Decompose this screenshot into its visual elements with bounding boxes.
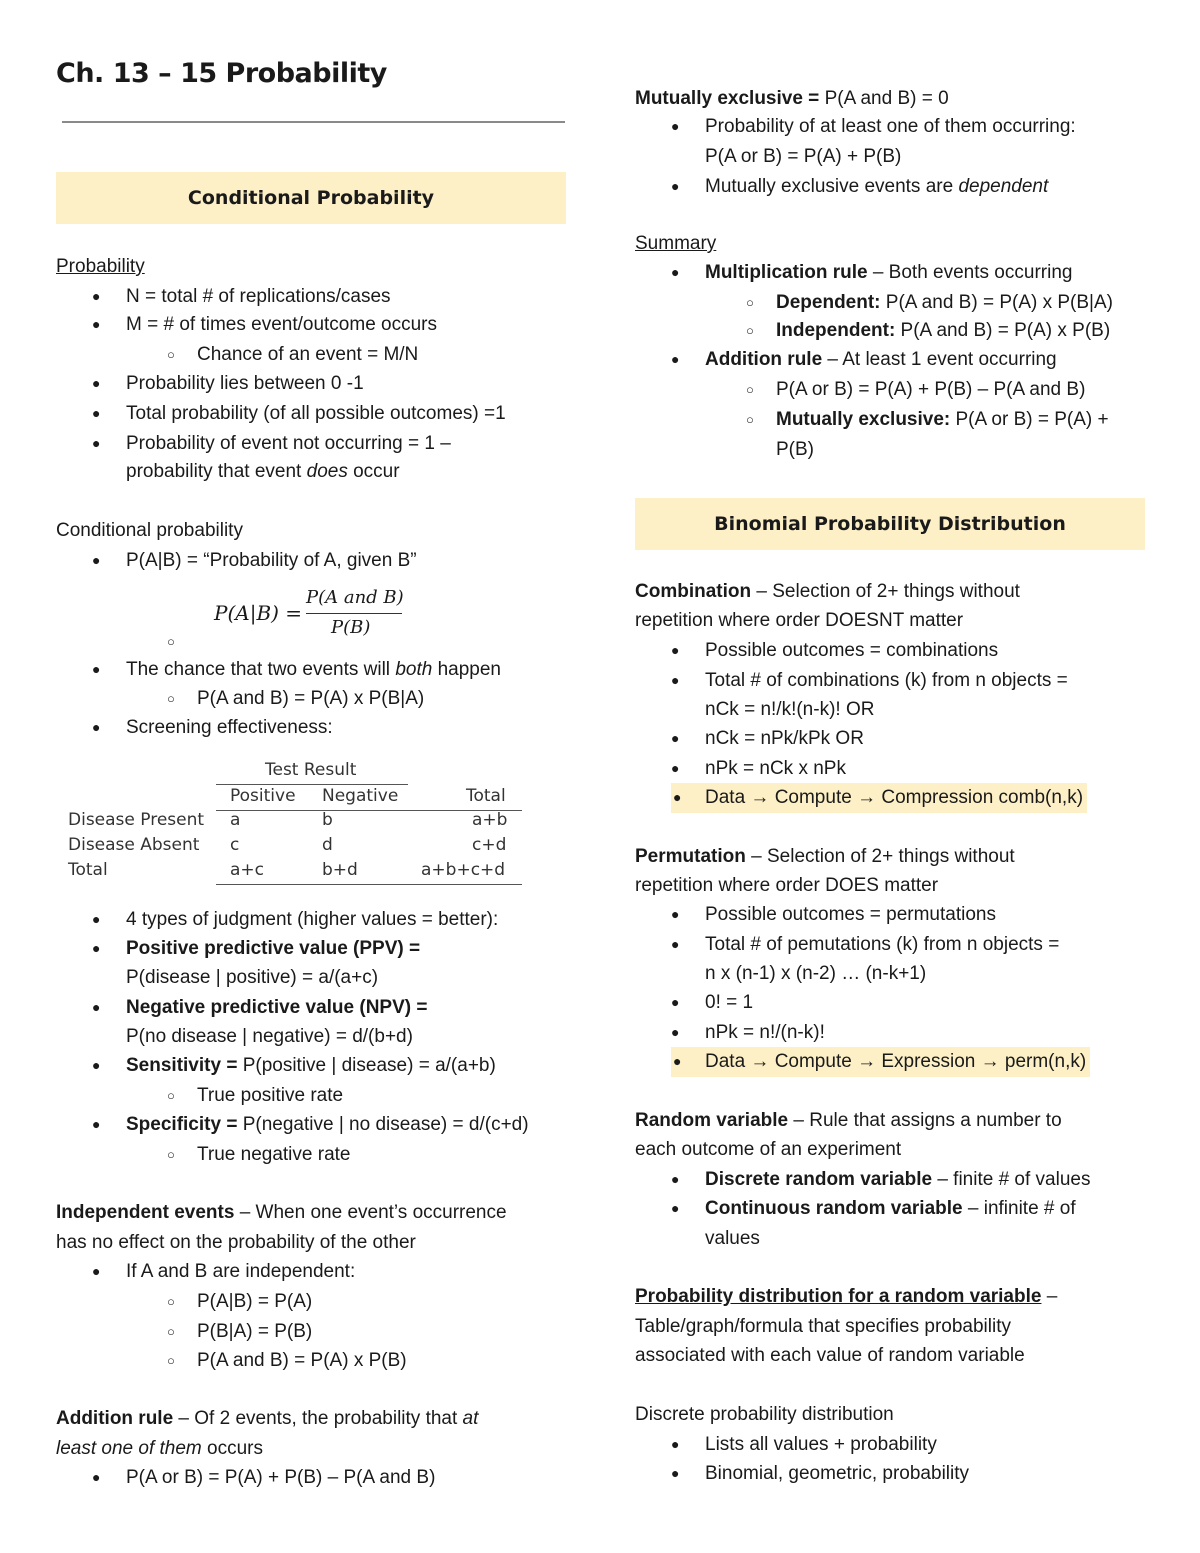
formula-lhs: P(A|B) = <box>214 601 303 625</box>
table-row-label: Disease Absent <box>68 835 200 855</box>
list-item: ○ P(A or B) = P(A) + P(B) – P(A and B) <box>776 375 1085 405</box>
bullet-icon: ● <box>92 405 101 421</box>
table-rule <box>216 784 408 785</box>
bullet-icon: ● <box>92 1116 101 1132</box>
list-item: ● Multiplication rule – Both events occurring <box>705 258 1072 288</box>
circle-bullet-icon: ○ <box>167 1353 175 1368</box>
formula-numerator: P(A and B) <box>306 587 404 608</box>
list-item: ● nPk = nCk x nPk <box>705 754 846 784</box>
list-item: ● nPk = n!/(n-k)! <box>705 1018 825 1048</box>
list-item: ● M = # of times event/outcome occurs <box>126 310 437 340</box>
list-item-continuation: values <box>705 1228 760 1249</box>
table-col-header: Positive <box>230 786 296 806</box>
bullet-icon: ● <box>673 1053 682 1069</box>
bullet-icon: ● <box>671 118 680 134</box>
table-cell: a+b+c+d <box>421 860 506 880</box>
bullet-icon: ● <box>671 936 680 952</box>
bullet-icon: ● <box>671 994 680 1010</box>
list-item: ● 0! = 1 <box>705 988 753 1018</box>
circle-bullet-icon: ○ <box>167 347 175 362</box>
list-item: ● Continuous random variable – infinite # of <box>705 1194 1076 1224</box>
list-item: ● nCk = nPk/kPk OR <box>705 724 864 754</box>
bullet-icon: ● <box>92 719 101 735</box>
bullet-icon: ● <box>671 1465 680 1481</box>
circle-bullet-icon: ○ <box>167 1088 175 1103</box>
paragraph-independent: Independent events – When one event’s occurrence <box>56 1202 507 1223</box>
circle-bullet-icon: ○ <box>167 634 175 649</box>
paragraph-continuation: each outcome of an experiment <box>635 1139 902 1160</box>
list-item: ● Screening effectiveness: <box>126 713 333 743</box>
table-col-header: Total <box>466 786 506 806</box>
table-cell: b+d <box>322 860 358 880</box>
fraction-bar <box>306 613 402 614</box>
heading-conditional: Conditional probability <box>56 520 243 541</box>
table-cell: c <box>230 835 240 855</box>
circle-bullet-icon: ○ <box>167 1324 175 1339</box>
paragraph-permutation: Permutation – Selection of 2+ things without <box>635 846 1015 867</box>
list-item-continuation: P(disease | positive) = a/(a+c) <box>126 967 379 988</box>
highlighted-list-item: ● Data → Compute → Expression → perm(n,k) <box>671 1047 1090 1077</box>
list-item-continuation: nCk = n!/k!(n-k)! OR <box>705 699 875 720</box>
table-cell: a <box>230 810 241 830</box>
bullet-icon: ● <box>671 672 680 688</box>
list-item: ● Binomial, geometric, probability <box>705 1459 969 1489</box>
list-item-continuation: probability that event does occur <box>126 461 400 482</box>
bullet-icon: ● <box>92 661 101 677</box>
heading-discrete-distribution: Discrete probability distribution <box>635 1404 894 1425</box>
list-item: ○ Independent: P(A and B) = P(A) x P(B) <box>776 316 1110 346</box>
list-item: ○ P(A and B) = P(A) x P(B) <box>197 1346 407 1376</box>
paragraph-distribution: Probability distribution for a random variable – <box>635 1286 1058 1307</box>
list-item: ● Possible outcomes = combinations <box>705 636 998 666</box>
circle-bullet-icon: ○ <box>167 691 175 706</box>
paragraph-continuation: least one of them occurs <box>56 1438 264 1459</box>
paragraph-continuation: repetition where order DOES matter <box>635 875 939 896</box>
bullet-icon: ● <box>673 789 682 805</box>
paragraph-random-variable: Random variable – Rule that assigns a number to <box>635 1110 1062 1131</box>
list-item: ○ P(B|A) = P(B) <box>197 1317 312 1347</box>
list-item: ● N = total # of replications/cases <box>126 282 391 312</box>
bullet-icon: ● <box>671 1200 680 1216</box>
circle-bullet-icon: ○ <box>746 323 754 338</box>
circle-bullet-icon: ○ <box>746 412 754 427</box>
table-cell: d <box>322 835 333 855</box>
bullet-icon: ● <box>92 999 101 1015</box>
bullet-icon: ● <box>671 642 680 658</box>
list-item: ● The chance that two events will both happen <box>126 655 501 685</box>
bullet-icon: ● <box>671 1024 680 1040</box>
bullet-icon: ● <box>671 760 680 776</box>
list-item: ○ True positive rate <box>197 1081 343 1111</box>
list-item: ○ P(A and B) = P(A) x P(B|A) <box>197 684 424 714</box>
list-item: ● Probability of at least one of them occurring: <box>705 112 1076 142</box>
circle-bullet-icon: ○ <box>746 295 754 310</box>
table-row-label: Total <box>68 860 108 880</box>
list-item: ● Probability of event not occurring = 1 – <box>126 429 451 459</box>
section-band-binomial: Binomial Probability Distribution <box>635 498 1145 550</box>
list-item: ○ Dependent: P(A and B) = P(A) x P(B|A) <box>776 288 1113 318</box>
bullet-icon: ● <box>92 288 101 304</box>
circle-bullet-icon: ○ <box>167 1147 175 1162</box>
bullet-icon: ● <box>671 730 680 746</box>
section-band-conditional: Conditional Probability <box>56 172 566 224</box>
list-item-continuation: P(A or B) = P(A) + P(B) <box>705 146 902 167</box>
paragraph-combination: Combination – Selection of 2+ things without <box>635 581 1020 602</box>
list-item-continuation: n x (n-1) x (n-2) … (n-k+1) <box>705 963 927 984</box>
bullet-icon: ● <box>92 1057 101 1073</box>
list-item-continuation: P(B) <box>776 439 814 460</box>
highlighted-list-item: ● Data → Compute → Compression comb(n,k) <box>671 783 1087 813</box>
list-item: ○ P(A|B) = P(A) <box>197 1287 312 1317</box>
list-item: ● Discrete random variable – finite # of values <box>705 1165 1090 1195</box>
bullet-icon: ● <box>671 906 680 922</box>
table-cell: b <box>322 810 333 830</box>
list-item: ● Total # of pemutations (k) from n objects = <box>705 930 1059 960</box>
list-item: ● Addition rule – At least 1 event occurring <box>705 345 1057 375</box>
bullet-icon: ● <box>92 911 101 927</box>
heading-summary: Summary <box>635 233 717 254</box>
list-item: ● Possible outcomes = permutations <box>705 900 996 930</box>
bullet-icon: ● <box>92 316 101 332</box>
list-item: ● Total probability (of all possible outcomes) =1 <box>126 399 506 429</box>
bullet-icon: ● <box>671 1436 680 1452</box>
list-item: ○ Chance of an event = M/N <box>197 340 418 370</box>
title-divider <box>62 121 565 123</box>
table-col-header: Negative <box>322 786 399 806</box>
paragraph-continuation: Table/graph/formula that specifies probability <box>635 1316 1011 1337</box>
list-item: ● P(A|B) = “Probability of A, given B” <box>126 546 417 576</box>
bullet-icon: ● <box>92 435 101 451</box>
list-item: ● Specificity = P(negative | no disease) = d/(c+d) <box>126 1110 529 1140</box>
circle-bullet-icon: ○ <box>167 1294 175 1309</box>
formula-denominator: P(B) <box>331 617 371 638</box>
paragraph-continuation: repetition where order DOESNT matter <box>635 610 964 631</box>
paragraph-continuation: associated with each value of random variable <box>635 1345 1025 1366</box>
list-item: ● P(A or B) = P(A) + P(B) – P(A and B) <box>126 1463 435 1493</box>
table-cell: a+c <box>230 860 265 880</box>
conditional-formula <box>214 587 514 642</box>
list-item: ● 4 types of judgment (higher values = better): <box>126 905 498 935</box>
list-item: ● Mutually exclusive events are dependent <box>705 172 1048 202</box>
bullet-icon: ● <box>92 1469 101 1485</box>
list-item: ● If A and B are independent: <box>126 1257 355 1287</box>
bullet-icon: ● <box>671 178 680 194</box>
paragraph-continuation: has no effect on the probability of the other <box>56 1232 416 1253</box>
page-title: Ch. 13 – 15 Probability <box>56 58 387 89</box>
list-item: ● Negative predictive value (NPV) = <box>126 993 427 1023</box>
bullet-icon: ● <box>92 1263 101 1279</box>
bullet-icon: ● <box>92 552 101 568</box>
paragraph-addition: Addition rule – Of 2 events, the probability that at <box>56 1408 479 1429</box>
list-item: ● Sensitivity = P(positive | disease) = a/(a+b) <box>126 1051 496 1081</box>
table-rule <box>216 884 522 885</box>
table-cell: c+d <box>472 835 507 855</box>
bullet-icon: ● <box>671 264 680 280</box>
bullet-icon: ● <box>671 351 680 367</box>
list-item: ● Lists all values + probability <box>705 1430 937 1460</box>
list-item: ○ True negative rate <box>197 1140 351 1170</box>
table-group-header: Test Result <box>265 760 357 780</box>
bullet-icon: ● <box>92 940 101 956</box>
list-item: ○ Mutually exclusive: P(A or B) = P(A) + <box>776 405 1109 435</box>
list-item: ● Positive predictive value (PPV) = <box>126 934 420 964</box>
list-item-continuation: P(no disease | negative) = d/(b+d) <box>126 1026 413 1047</box>
bullet-icon: ● <box>92 375 101 391</box>
bullet-icon: ● <box>671 1171 680 1187</box>
list-item: ● Probability lies between 0 -1 <box>126 369 364 399</box>
screening-table <box>68 760 528 890</box>
paragraph-mutually-exclusive: Mutually exclusive = P(A and B) = 0 <box>635 88 949 109</box>
circle-bullet-icon: ○ <box>746 382 754 397</box>
list-item: ● Total # of combinations (k) from n objects = <box>705 666 1068 696</box>
table-cell: a+b <box>472 810 508 830</box>
table-row-label: Disease Present <box>68 810 205 830</box>
heading-probability: Probability <box>56 256 145 277</box>
